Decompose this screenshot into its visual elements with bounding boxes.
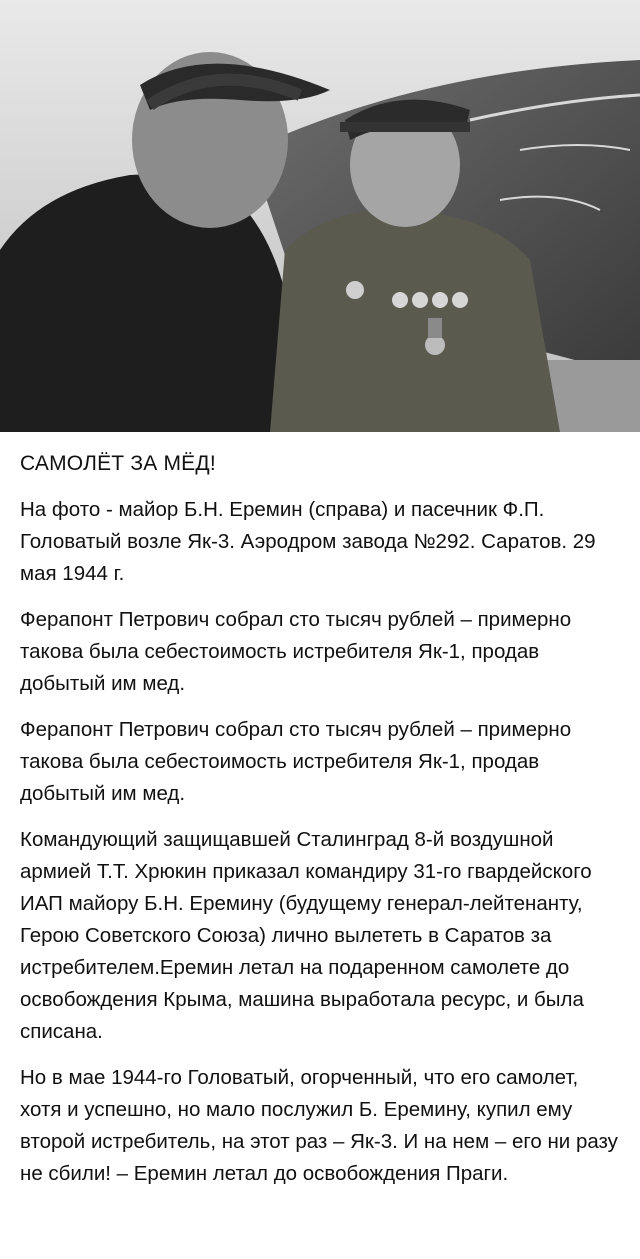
paragraph-money-repeat: Ферапонт Петрович собрал сто тысяч рублей – примерно такова была себестоимость истребителя Як-1, продав добытый им мед.	[20, 718, 572, 805]
paragraph-order: Командующий защищавшей Сталинград 8-й воздушной армией Т.Т. Хрюкин приказал командиру 31-го гвардейского ИАП майору Б.Н. Еремину (будущему генерал-лейтенанту, Герою Советского Союза) лично вылететь в Саратов за истребителем.Еремин летал на подаренном самолете до освобождения Крыма, машина выработала ресурс, и была списана.	[20, 828, 592, 1043]
paragraph-caption: На фото - майор Б.Н. Еремин (справа) и пасечник Ф.П. Головатый возле Як-3. Аэродром завода №292. Саратов. 29 мая 1944 г.	[20, 498, 596, 585]
photo-illustration	[0, 0, 640, 432]
paragraph-money: Ферапонт Петрович собрал сто тысяч рублей – примерно такова была себестоимость истребителя Як-1, продав добытый им мед.	[20, 608, 572, 695]
historical-photo	[0, 0, 640, 432]
article-title: САМОЛЁТ ЗА МЁД!	[20, 452, 216, 475]
paragraph-second-plane: Но в мае 1944-го Головатый, огорченный, что его самолет, хотя и успешно, но мало послужил Б. Еремину, купил ему второй истребитель, на этот раз – Як-3. И на нем – его ни разу не сбили! – Еремин летал до освобождения Праги.	[20, 1066, 618, 1185]
article-text	[20, 432, 625, 1190]
